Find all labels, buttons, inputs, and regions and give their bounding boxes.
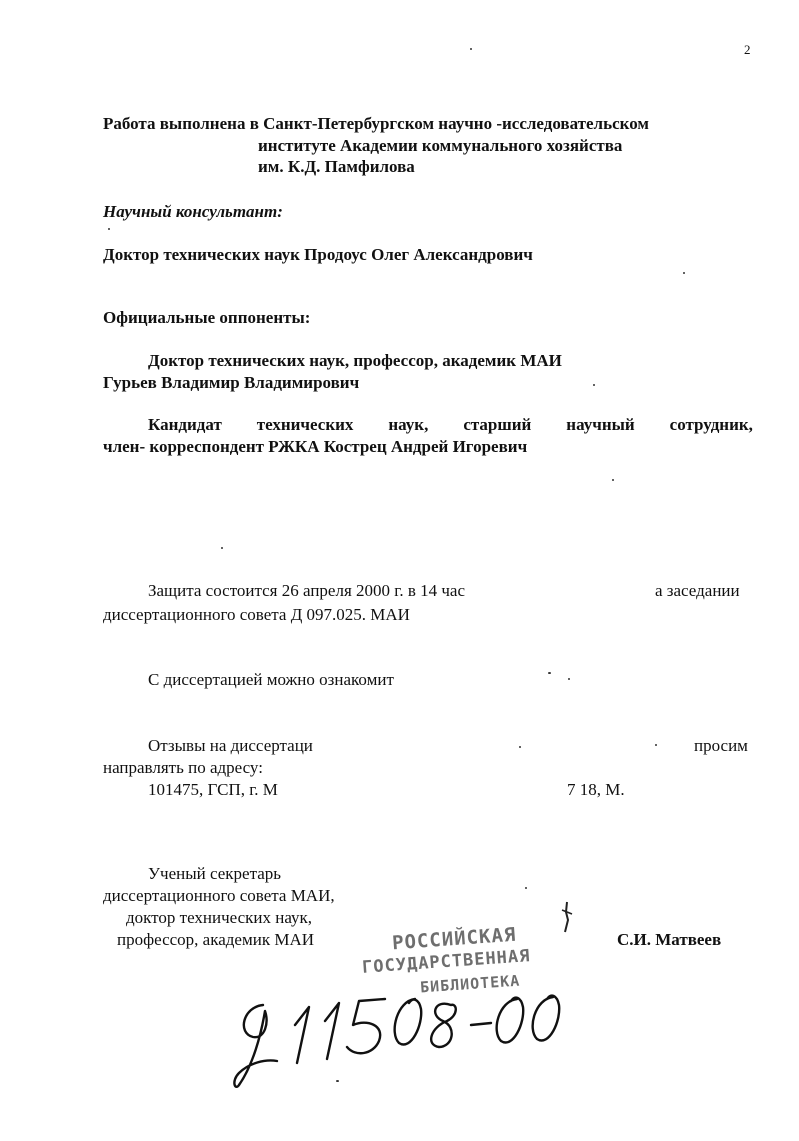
scan-speck [612, 479, 614, 481]
reviews-line-1-right: просим [694, 736, 748, 755]
stamp-line-3: БИБЛИОТЕКА [419, 971, 521, 997]
scan-speck [655, 744, 657, 746]
opponent-2-word: наук, [388, 415, 429, 434]
scan-speck [470, 48, 472, 50]
opponent-2-word: Кандидат [148, 415, 222, 434]
defense-line-2: диссертационного совета Д 097.025. МАИ [103, 605, 410, 624]
reviews-line-2: направлять по адресу: [103, 758, 263, 777]
opponent-2-word: сотрудник, [669, 415, 753, 434]
defense-line-1-right: а заседании [655, 581, 740, 600]
header-line-2: институте Академии коммунального хозяйства [258, 136, 623, 155]
opponents-heading: Официальные оппоненты: [103, 308, 311, 327]
page-number: 2 [744, 42, 751, 57]
opponent-2-word: старший [463, 415, 532, 434]
reviews-line-3-right: 7 18, М. [567, 780, 625, 799]
header-line-3: им. К.Д. Памфилова [258, 157, 415, 176]
opponent-1-line-2: Гурьев Владимир Владимирович [103, 373, 360, 392]
header-line-1: Работа выполнена в Санкт-Петербургском научно -исследовательском [103, 114, 649, 133]
opponent-2-line-1 [148, 415, 753, 435]
defense-line-1-left: Защита состоится 26 апреля 2000 г. в 14 час [148, 581, 465, 600]
opponent-2-word: научный [566, 415, 635, 434]
signature-mark [558, 900, 576, 936]
scan-speck [568, 678, 570, 680]
reviews-line-1-left: Отзывы на диссертаци [148, 736, 313, 755]
scan-speck [519, 746, 521, 748]
scan-speck [683, 272, 685, 274]
opponent-1-line-1: Доктор технических наук, профессор, академик МАИ [148, 351, 562, 370]
signature-name: С.И. Матвеев [617, 930, 722, 949]
signature-title-line-1: Ученый секретарь [148, 864, 282, 883]
reviews-line-3-left: 101475, ГСП, г. М [148, 780, 278, 799]
handwritten-number [225, 985, 570, 1095]
consultant-name: Доктор технических наук Продоус Олег Александрович [103, 245, 533, 264]
scan-speck [525, 887, 527, 889]
opponent-2-word: технических [256, 415, 354, 434]
library-line-1: С диссертацией можно ознакомит [148, 670, 394, 689]
opponent-2-line-2: член- корреспондент РЖКА Кострец Андрей Игоревич [103, 437, 528, 456]
scan-speck [336, 1080, 339, 1082]
stamp-line-1: РОССИЙСКАЯ [391, 923, 518, 955]
scan-speck [593, 384, 595, 386]
scan-speck [221, 547, 223, 549]
scan-speck [548, 672, 551, 674]
signature-title-line-4: профессор, академик МАИ [117, 930, 314, 949]
stamp-line-2: ГОСУДАРСТВЕННАЯ [361, 946, 532, 978]
signature-title-line-2: диссертационного совета МАИ, [103, 886, 335, 905]
consultant-heading: Научный консультант: [103, 202, 283, 221]
scan-speck [108, 228, 110, 230]
signature-title-line-3: доктор технических наук, [126, 908, 313, 927]
